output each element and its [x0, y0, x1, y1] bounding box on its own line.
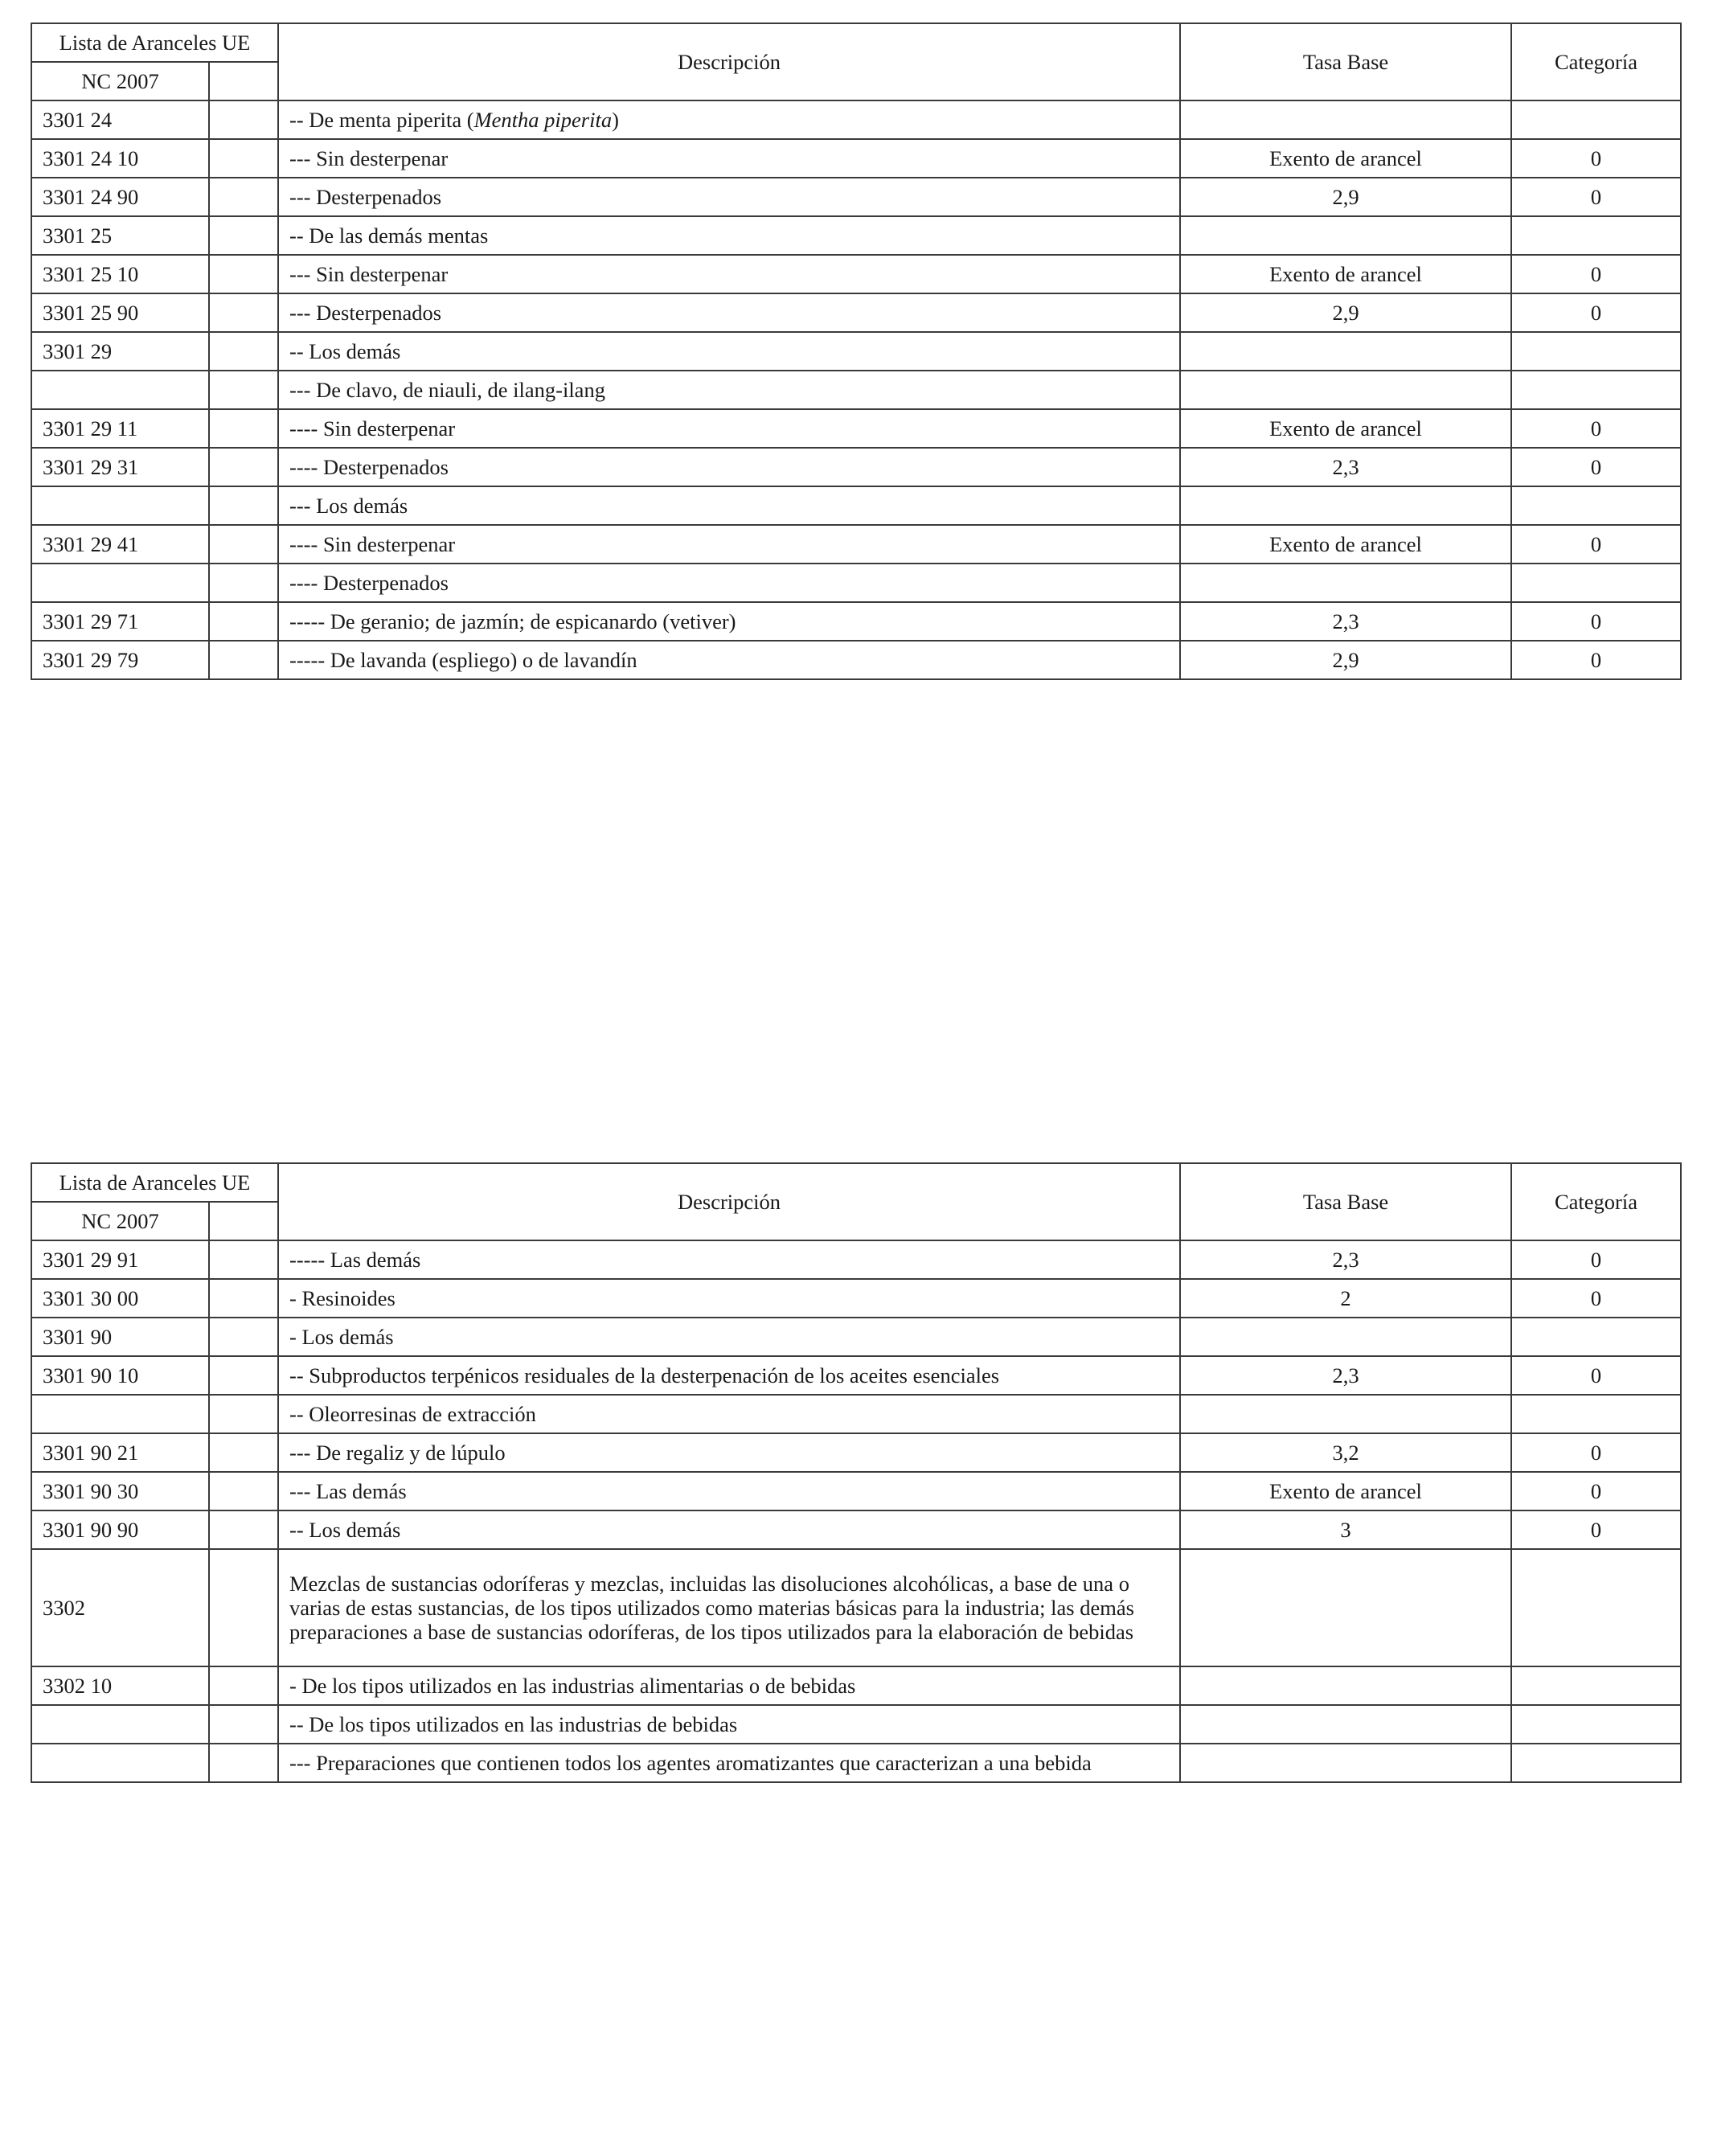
cell-code [31, 1705, 209, 1744]
table-row [31, 216, 1681, 255]
cell-description: --- Desterpenados [278, 293, 1180, 332]
cell-tasa: 2 [1180, 1279, 1511, 1318]
cell-code [31, 371, 209, 409]
table-row [31, 100, 1681, 139]
table-row [31, 448, 1681, 486]
cell-code: 3301 25 90 [31, 293, 209, 332]
cell-description: --- Las demás [278, 1472, 1180, 1510]
cell-categoria: 0 [1511, 1240, 1681, 1279]
cell-description: ----- Las demás [278, 1240, 1180, 1279]
cell-blank [209, 1318, 278, 1356]
cell-blank [209, 1356, 278, 1395]
cell-categoria [1511, 100, 1681, 139]
cell-blank [209, 1744, 278, 1782]
table-row [31, 1666, 1681, 1705]
cell-description: ---- Desterpenados [278, 448, 1180, 486]
cell-description: --- Preparaciones que contienen todos los agentes aromatizantes que caracterizan a una bebida [278, 1744, 1180, 1782]
cell-code: 3302 10 [31, 1666, 209, 1705]
header-categoria: Categoría [1511, 23, 1681, 100]
cell-description: --- De regaliz y de lúpulo [278, 1433, 1180, 1472]
cell-description: --- Sin desterpenar [278, 139, 1180, 178]
table-row [31, 332, 1681, 371]
cell-tasa: 3 [1180, 1510, 1511, 1549]
cell-categoria [1511, 1666, 1681, 1705]
table-row [31, 1744, 1681, 1782]
cell-tasa [1180, 1744, 1511, 1782]
cell-description: ----- De lavanda (espliego) o de lavandín [278, 641, 1180, 679]
cell-categoria [1511, 216, 1681, 255]
cell-code: 3301 90 90 [31, 1510, 209, 1549]
cell-tasa: 2,3 [1180, 1240, 1511, 1279]
cell-tasa: 2,3 [1180, 1356, 1511, 1395]
table-row [31, 139, 1681, 178]
cell-categoria: 0 [1511, 139, 1681, 178]
table-row [31, 1240, 1681, 1279]
table-row [31, 255, 1681, 293]
table-row [31, 1395, 1681, 1433]
cell-categoria: 0 [1511, 293, 1681, 332]
cell-tasa [1180, 216, 1511, 255]
cell-categoria [1511, 1705, 1681, 1744]
cell-description: - De los tipos utilizados en las industrias alimentarias o de bebidas [278, 1666, 1180, 1705]
cell-tasa: Exento de arancel [1180, 525, 1511, 564]
cell-blank [209, 139, 278, 178]
cell-blank [209, 525, 278, 564]
cell-blank [209, 293, 278, 332]
description-suffix: ) [612, 108, 619, 132]
cell-blank [209, 1395, 278, 1433]
cell-description [278, 100, 1180, 139]
cell-code [31, 1744, 209, 1782]
cell-categoria: 0 [1511, 255, 1681, 293]
table-row [31, 1705, 1681, 1744]
cell-code: 3301 29 91 [31, 1240, 209, 1279]
cell-blank [209, 641, 278, 679]
cell-blank [209, 216, 278, 255]
table-row [31, 602, 1681, 641]
cell-tasa: Exento de arancel [1180, 139, 1511, 178]
cell-blank [209, 1279, 278, 1318]
cell-categoria: 0 [1511, 1510, 1681, 1549]
cell-categoria: 0 [1511, 1472, 1681, 1510]
cell-code: 3301 29 31 [31, 448, 209, 486]
cell-categoria: 0 [1511, 448, 1681, 486]
table-row [31, 371, 1681, 409]
cell-code: 3301 29 79 [31, 641, 209, 679]
cell-description: ---- Sin desterpenar [278, 525, 1180, 564]
cell-description: --- De clavo, de niauli, de ilang-ilang [278, 371, 1180, 409]
cell-tasa [1180, 1318, 1511, 1356]
cell-description: -- Los demás [278, 332, 1180, 371]
cell-tasa [1180, 332, 1511, 371]
cell-tasa: 2,9 [1180, 641, 1511, 679]
table-row [31, 1549, 1681, 1666]
cell-blank [209, 1666, 278, 1705]
cell-code: 3301 29 71 [31, 602, 209, 641]
cell-blank [209, 255, 278, 293]
cell-code [31, 486, 209, 525]
cell-blank [209, 1472, 278, 1510]
table-row [31, 1433, 1681, 1472]
cell-description: -- De los tipos utilizados en las industrias de bebidas [278, 1705, 1180, 1744]
cell-tasa: 3,2 [1180, 1433, 1511, 1472]
cell-tasa [1180, 1549, 1511, 1666]
cell-blank [209, 1240, 278, 1279]
table-row [31, 1318, 1681, 1356]
cell-blank [209, 409, 278, 448]
table-row [31, 409, 1681, 448]
cell-categoria: 0 [1511, 602, 1681, 641]
header-nc: NC 2007 [31, 1202, 209, 1240]
cell-categoria [1511, 1549, 1681, 1666]
cell-categoria [1511, 332, 1681, 371]
header-tasa: Tasa Base [1180, 23, 1511, 100]
cell-blank [209, 1510, 278, 1549]
cell-tasa: Exento de arancel [1180, 255, 1511, 293]
cell-blank [209, 486, 278, 525]
cell-code: 3301 29 11 [31, 409, 209, 448]
cell-code: 3301 24 [31, 100, 209, 139]
cell-categoria: 0 [1511, 1279, 1681, 1318]
cell-code: 3302 [31, 1549, 209, 1666]
table-row [31, 293, 1681, 332]
table-row [31, 525, 1681, 564]
cell-categoria [1511, 486, 1681, 525]
description-italic: Mentha piperita [473, 108, 613, 132]
header-blank [209, 1202, 278, 1240]
cell-code [31, 564, 209, 602]
header-categoria: Categoría [1511, 1163, 1681, 1240]
cell-description: -- Oleorresinas de extracción [278, 1395, 1180, 1433]
cell-description: Mezclas de sustancias odoríferas y mezclas, incluidas las disoluciones alcohólicas, a base de una o varias de estas sustancias, de los tipos utilizados como materias básicas para la industria; las demás preparaciones a base de sustancias odoríferas, de los tipos utilizados para la elaboración de bebidas [278, 1549, 1180, 1666]
table-row [31, 564, 1681, 602]
cell-description: ----- De geranio; de jazmín; de espicanardo (vetiver) [278, 602, 1180, 641]
header-lista: Lista de Aranceles UE [31, 23, 278, 62]
table-row [31, 486, 1681, 525]
cell-code: 3301 90 21 [31, 1433, 209, 1472]
cell-categoria: 0 [1511, 641, 1681, 679]
cell-blank [209, 371, 278, 409]
cell-categoria [1511, 1318, 1681, 1356]
cell-tasa [1180, 486, 1511, 525]
cell-code: 3301 90 30 [31, 1472, 209, 1510]
header-lista: Lista de Aranceles UE [31, 1163, 278, 1202]
cell-blank [209, 448, 278, 486]
cell-code: 3301 29 41 [31, 525, 209, 564]
table-row [31, 1510, 1681, 1549]
cell-tasa: 2,9 [1180, 178, 1511, 216]
cell-description: - Resinoides [278, 1279, 1180, 1318]
cell-code: 3301 24 10 [31, 139, 209, 178]
cell-categoria: 0 [1511, 1433, 1681, 1472]
cell-categoria: 0 [1511, 1356, 1681, 1395]
cell-blank [209, 178, 278, 216]
table-row [31, 1472, 1681, 1510]
cell-description: - Los demás [278, 1318, 1180, 1356]
cell-blank [209, 332, 278, 371]
cell-blank [209, 1549, 278, 1666]
table-row [31, 641, 1681, 679]
table-row [31, 1356, 1681, 1395]
cell-code: 3301 24 90 [31, 178, 209, 216]
cell-categoria: 0 [1511, 409, 1681, 448]
cell-tasa: Exento de arancel [1180, 1472, 1511, 1510]
cell-tasa: Exento de arancel [1180, 409, 1511, 448]
cell-categoria: 0 [1511, 178, 1681, 216]
tariff-table-1 [31, 23, 1682, 680]
cell-code: 3301 90 10 [31, 1356, 209, 1395]
cell-categoria: 0 [1511, 525, 1681, 564]
description-prefix: -- De menta piperita ( [289, 108, 474, 132]
cell-categoria [1511, 1744, 1681, 1782]
header-nc: NC 2007 [31, 62, 209, 100]
cell-code [31, 1395, 209, 1433]
cell-code: 3301 25 10 [31, 255, 209, 293]
tariff-table-2 [31, 1162, 1682, 1783]
cell-tasa [1180, 564, 1511, 602]
cell-code: 3301 30 00 [31, 1279, 209, 1318]
table-row [31, 178, 1681, 216]
cell-categoria [1511, 564, 1681, 602]
cell-tasa: 2,9 [1180, 293, 1511, 332]
cell-blank [209, 1705, 278, 1744]
cell-description: -- De las demás mentas [278, 216, 1180, 255]
cell-tasa [1180, 1705, 1511, 1744]
cell-description: -- Los demás [278, 1510, 1180, 1549]
cell-code: 3301 25 [31, 216, 209, 255]
cell-blank [209, 1433, 278, 1472]
cell-description: ---- Desterpenados [278, 564, 1180, 602]
cell-tasa [1180, 100, 1511, 139]
cell-code: 3301 90 [31, 1318, 209, 1356]
cell-categoria [1511, 1395, 1681, 1433]
cell-tasa [1180, 1666, 1511, 1705]
cell-description: --- Sin desterpenar [278, 255, 1180, 293]
cell-blank [209, 100, 278, 139]
cell-description: -- Subproductos terpénicos residuales de la desterpenación de los aceites esenciales [278, 1356, 1180, 1395]
header-descripcion: Descripción [278, 23, 1180, 100]
cell-description: --- Los demás [278, 486, 1180, 525]
cell-description: --- Desterpenados [278, 178, 1180, 216]
cell-tasa: 2,3 [1180, 602, 1511, 641]
cell-tasa [1180, 371, 1511, 409]
cell-code: 3301 29 [31, 332, 209, 371]
cell-blank [209, 564, 278, 602]
cell-tasa: 2,3 [1180, 448, 1511, 486]
cell-categoria [1511, 371, 1681, 409]
header-tasa: Tasa Base [1180, 1163, 1511, 1240]
header-descripcion: Descripción [278, 1163, 1180, 1240]
cell-blank [209, 602, 278, 641]
cell-tasa [1180, 1395, 1511, 1433]
header-blank [209, 62, 278, 100]
table-row [31, 1279, 1681, 1318]
cell-description: ---- Sin desterpenar [278, 409, 1180, 448]
